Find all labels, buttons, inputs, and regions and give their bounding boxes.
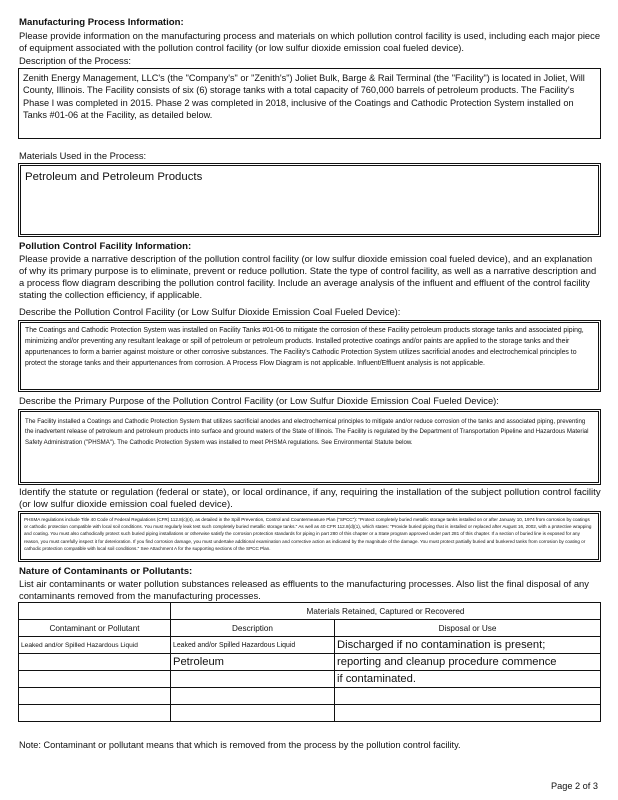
cell-contaminant[interactable]: Leaked and/or Spilled Hazardous Liquid	[19, 637, 171, 654]
cell-description[interactable]: Petroleum	[171, 654, 335, 671]
contaminants-instruction: List air contaminants or water pollution substances released as effluents to the manufacturing processes. Also list the final disposal of any contaminants removed from the manufacturing processes.	[19, 578, 589, 601]
cell-contaminant[interactable]	[19, 705, 171, 722]
process-description-text: Zenith Energy Management, LLC's (the "Company's" or "Zenith's") Joliet Bulk, Barge & Rail Terminal (the "Facility") is located in Joliet, Will County, Illinois. The Facility consists of six (6) storage tanks with a total capacity of 760,000 barrels of petroleum products. The Facility's Phase I was completed in 2015. Phase 2 was completed in 2018, inclusive of the Coatings and Cathodic Protection System installed on Tanks #01-06 at the Facility, as detailed below.	[23, 73, 585, 121]
materials-field[interactable]	[18, 163, 601, 237]
table-row	[19, 654, 601, 671]
cell-contaminant[interactable]	[19, 688, 171, 705]
pcf-instruction: Please provide a narrative description of the pollution control facility (or low sulfur dioxide emission coal fueled device), and an explanation of why its primary purpose is to eliminate, prevent or reduce pollution. State the type of control facility, as well as a narrative description and a process flow diagram describing the pollution control facility. Include an average analysis of the influent and effluent of the control facility stating the collection efficiency, if applicable.	[19, 253, 597, 300]
pcf-purpose-field[interactable]	[18, 409, 601, 485]
cell-description[interactable]	[171, 705, 335, 722]
footer-note: Note: Contaminant or pollutant means that which is removed from the process by the pollution control facility.	[19, 740, 461, 750]
materials-text: Petroleum and Petroleum Products	[25, 171, 203, 183]
cell-description[interactable]: Leaked and/or Spilled Hazardous Liquid	[171, 637, 335, 654]
pcf-purpose-label: Describe the Primary Purpose of the Pollution Control Facility (or Low Sulfur Dioxide Emission Coal Fueled Device):	[19, 395, 499, 406]
cell-disposal[interactable]: if contaminated.	[335, 671, 601, 688]
cell-disposal[interactable]	[335, 688, 601, 705]
table-column-header-row	[19, 620, 601, 637]
pcf-description-field[interactable]	[18, 320, 601, 392]
pcf-purpose-text: The Facility installed a Coatings and Cathodic Protection System that utilizes sacrificial anodes and electrochemical principles to mitigate and/or reduce corrosion of the tanks and associated piping, preventing the inadvertent release of petroleum and petroleum products into surface and ground waters of the State of Illinois. The Facility is regulated by the Department of Transportation Pipeline and Hazardous Material Safety Administration ("PHSMA"). The Cathodic Protection System was installed to meet PHSMA regulations. See Environmental Statute below.	[25, 418, 589, 446]
statute-label: Identify the statute or regulation (federal or state), or local ordinance, if any, requiring the installation of the subject pollution control facility (or low sulfur dioxide emission coal fueled device).	[19, 487, 601, 510]
pcf-heading: Pollution Control Facility Information:	[19, 241, 192, 252]
table-row	[19, 637, 601, 654]
table-group-header-row	[19, 603, 601, 620]
col-header-description: Description	[171, 620, 335, 637]
table-group-header: Materials Retained, Captured or Recovered	[171, 603, 601, 620]
table-row	[19, 705, 601, 722]
contaminants-table	[18, 602, 601, 722]
process-description-label: Description of the Process:	[19, 55, 132, 66]
process-description-field[interactable]	[18, 68, 601, 139]
table-blank-header-cell	[19, 603, 171, 620]
cell-contaminant[interactable]	[19, 654, 171, 671]
col-header-contaminant: Contaminant or Pollutant	[19, 620, 171, 637]
table-row	[19, 671, 601, 688]
statute-text: PHSMA regulations include Title 40 Code of Federal Regulations (CFR) 112.8(c)(4), as detailed in the Spill Prevention, Control and Countermeasure Plan ("SPCC"): "Protect completely buried metallic storage tanks installed on or after January 10, 1974 from corrosion by coatings or cathodic protection compatible with local soil conditions. You must regularly leak test such completely buried metallic storage tanks." As well as 40 CFR 112.8(d)(1), which states: "Provide buried piping that is installed or replaced after August 16, 2002, with a protective wrapping and coating. You must also cathodically protect such buried piping installations or otherwise satisfy the corrosion protection standards for piping in part 280 of this chapter or a State program approved under part 281 of this chapter. If a section of buried line is exposed for any reason, you must carefully inspect it for deterioration. If you find corrosion damage, you must undertake additional examination and corrective action as indicated by the magnitude of the damage. You must protect partially buried and bunkered tanks from corrosion by coating or cathodic protection compatible with local soil conditions." See Attachment A for the supporting sections of the SPCC Plan.	[24, 517, 592, 551]
pcf-describe-label: Describe the Pollution Control Facility (or Low Sulfur Dioxide Emission Coal Fueled Device):	[19, 306, 401, 317]
cell-disposal[interactable]: Discharged if no contamination is present;	[335, 637, 601, 654]
mfg-instruction: Please provide information on the manufacturing process and materials on which pollution control facility is used, including each major piece of equipment associated with the pollution control facility (or low sulfur dioxide emission coal fueled device).	[19, 30, 601, 53]
cell-disposal[interactable]: reporting and cleanup procedure commence	[335, 654, 601, 671]
contaminants-heading: Nature of Contaminants or Pollutants:	[19, 566, 193, 577]
mfg-heading: Manufacturing Process Information:	[19, 17, 184, 28]
statute-field[interactable]	[18, 511, 601, 562]
cell-disposal[interactable]	[335, 705, 601, 722]
col-header-disposal: Disposal or Use	[335, 620, 601, 637]
cell-description[interactable]	[171, 688, 335, 705]
materials-label: Materials Used in the Process:	[19, 150, 147, 161]
page-number: Page 2 of 3	[551, 781, 598, 791]
cell-contaminant[interactable]	[19, 671, 171, 688]
cell-description[interactable]	[171, 671, 335, 688]
table-row	[19, 688, 601, 705]
pcf-description-text: The Coatings and Cathodic Protection System was installed on Facility Tanks #01-06 to mitigate the corrosion of these Facility petroleum products storage tanks and associated piping, minimizing and/or preventing any resultant leakage or spill of petroleum or petroleum products. Installed protective coatings and/or paints are applied to the storage tanks and their appurtenances to form a barrier against moisture or other corrosive substances. The Facility's Cathodic Protection System utilizes sacrificial anodes and electrochemical principles to protect the storage tanks and their appurtenances from corrosion. A Process Flow Diagram is not applicable. Influent/Effluent analysis is not applicable.	[25, 327, 584, 367]
